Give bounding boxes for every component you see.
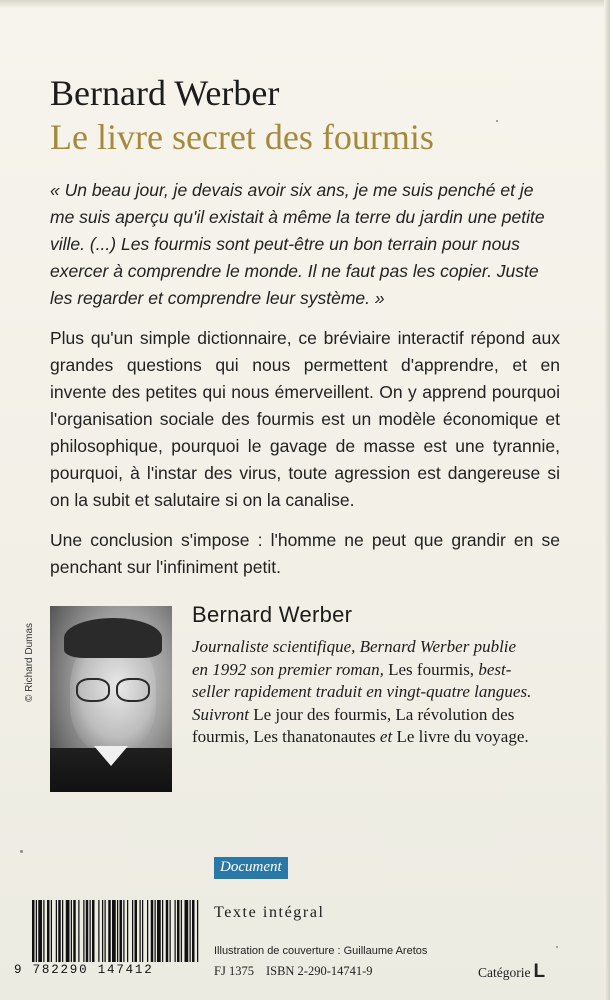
bio-segment: Le livre du voyage. bbox=[396, 727, 529, 746]
cover-top-edge bbox=[0, 0, 610, 8]
categorie bbox=[478, 961, 545, 983]
barcode-bar bbox=[127, 900, 128, 962]
barcode-bar bbox=[197, 900, 198, 962]
barcode-bar bbox=[32, 900, 35, 962]
barcode-bar bbox=[142, 900, 143, 962]
barcode-bar bbox=[112, 900, 116, 962]
barcode-bar bbox=[190, 900, 191, 962]
barcode-bar bbox=[166, 900, 169, 962]
categorie-value: L bbox=[533, 961, 546, 982]
barcode-bar bbox=[177, 900, 180, 962]
barcode-bar bbox=[102, 900, 103, 962]
author-bio bbox=[192, 636, 532, 749]
barcode-bar bbox=[135, 900, 138, 962]
barcode-bar bbox=[73, 900, 76, 962]
barcode-bar bbox=[83, 900, 84, 962]
book-quote: « Un beau jour, je devais avoir six ans, je me suis penché et je me suis aperçu qu'il existait à même la terre du jardin une petite ville. (...) Les fourmis sont peut-être un bon terrain pour nous exercer à comprendre le monde. Il ne faut pas les copier. Juste les regarder et comprendre leur système. » bbox=[50, 180, 545, 308]
barcode-bar bbox=[162, 900, 163, 962]
barcode-bar bbox=[132, 900, 133, 962]
reference-line bbox=[214, 964, 373, 979]
paper-speck bbox=[20, 850, 23, 853]
barcode-bar bbox=[175, 900, 176, 962]
barcode-bar bbox=[170, 900, 171, 962]
bio-author-name: Bernard Werber bbox=[192, 602, 353, 627]
barcode-bar bbox=[43, 900, 44, 962]
barcode-bar bbox=[147, 900, 148, 962]
isbn: ISBN 2-290-14741-9 bbox=[265, 964, 373, 978]
barcode-bar bbox=[140, 900, 141, 962]
bio-segment: Journaliste scientifique, Bernard Werber publie en 1992 son premier roman, bbox=[192, 637, 517, 679]
categorie-label: Catégorie bbox=[478, 965, 531, 980]
barcode-bar bbox=[108, 900, 111, 962]
texte-integral-label: Texte intégral bbox=[214, 904, 325, 921]
ref-code: FJ 1375 bbox=[214, 964, 254, 978]
barcode-bar bbox=[181, 900, 182, 962]
barcode-bar bbox=[92, 900, 95, 962]
bio-segment: Le jour des fourmis, La révolution des fourmis, Les thanatonautes bbox=[192, 704, 515, 746]
barcode-bar bbox=[36, 900, 37, 962]
barcode-bar bbox=[58, 900, 61, 962]
barcode-bar bbox=[90, 900, 91, 962]
barcode-bar bbox=[151, 900, 154, 962]
barcode-bar bbox=[123, 900, 124, 962]
barcode-bar bbox=[155, 900, 156, 962]
description-paragraph-1: Plus qu'un simple dictionnaire, ce bréviaire interactif répond aux grandes questions qui nous permettent d'apprendre, et en invente des petites qui nous émerveillent. On y apprend pourquoi l'organisation sociale des fourmis est un modèle économique et philosophique, pourquoi le gavage de masse est une tyrannie, pourquoi, à l'instar des virus, toute agression est dangereuse si on la subit et salutaire si on la canalise. bbox=[50, 328, 560, 510]
author-photo-glasses-right bbox=[116, 678, 150, 702]
author-photo-glasses-left bbox=[76, 678, 110, 702]
barcode-bar bbox=[38, 900, 42, 962]
author-name: Bernard Werber bbox=[50, 73, 280, 113]
barcode-bar bbox=[185, 900, 189, 962]
barcode-bar bbox=[62, 900, 63, 962]
cover-right-edge bbox=[604, 0, 610, 1000]
barcode-digits: 9 782290 147412 bbox=[14, 963, 154, 977]
barcode-bar bbox=[47, 900, 50, 962]
barcode-bar bbox=[78, 900, 79, 962]
barcode-bar bbox=[51, 900, 52, 962]
barcode-bar bbox=[105, 900, 106, 962]
paper-speck bbox=[496, 120, 498, 122]
barcode-bar bbox=[157, 900, 161, 962]
barcode-bar bbox=[192, 900, 195, 962]
barcode-bar bbox=[86, 900, 89, 962]
barcode-bar bbox=[98, 900, 99, 962]
author-photo-hair bbox=[64, 618, 162, 658]
bio-segment: et bbox=[379, 727, 397, 746]
bio-segment: Les fourmis, bbox=[388, 659, 479, 679]
barcode-bar bbox=[66, 900, 70, 962]
book-title: Le livre secret des fourmis bbox=[50, 117, 434, 157]
barcode-bar bbox=[71, 900, 72, 962]
barcode-bar bbox=[120, 900, 123, 962]
author-photo bbox=[50, 606, 172, 792]
photo-credit: © Richard Dumas bbox=[24, 622, 35, 702]
barcode-bar bbox=[117, 900, 118, 962]
barcode-bar bbox=[56, 900, 57, 962]
description-paragraph-2: Une conclusion s'impose : l'homme ne peut que grandir en se penchant sur l'infiniment petit. bbox=[50, 530, 560, 577]
barcode-bars bbox=[30, 900, 200, 964]
barcode bbox=[30, 900, 200, 964]
paper-speck bbox=[556, 946, 558, 948]
bio-segment: best-seller rapidement traduit en vingt-quatre langues. Suivront bbox=[192, 659, 532, 724]
illustration-credit: Illustration de couverture : Guillaume Aretos bbox=[214, 945, 428, 957]
document-badge: Document bbox=[214, 857, 288, 879]
